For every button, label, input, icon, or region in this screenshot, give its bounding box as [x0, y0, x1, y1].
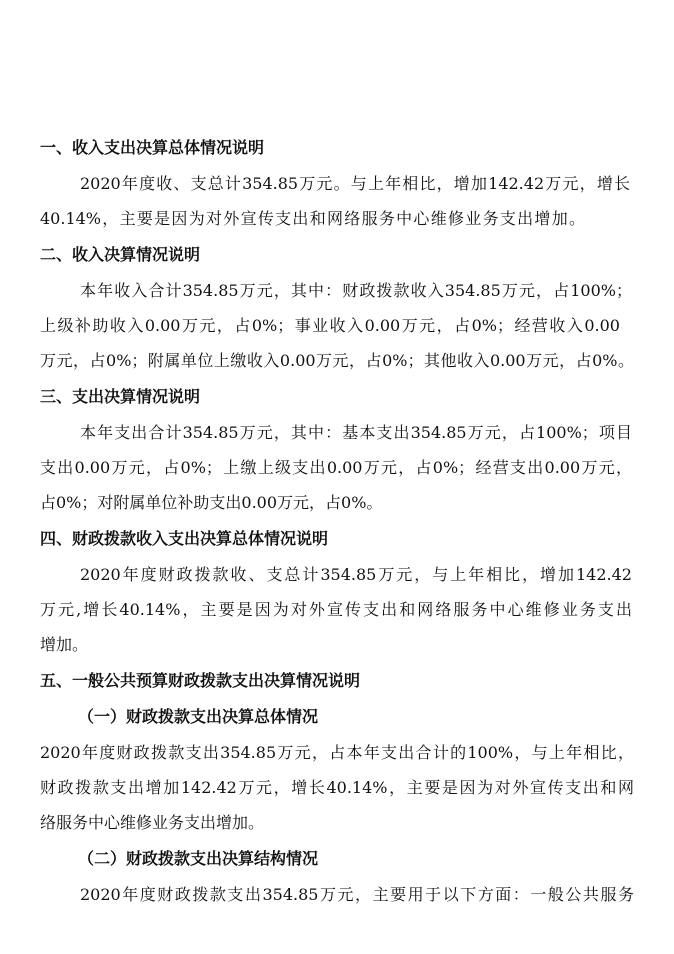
section-1-line-1: 2020年度收、支总计354.85万元。与上年相比，增加142.42万元，增长 [80, 174, 630, 193]
section-3-line-1: 本年支出合计354.85万元，其中：基本支出354.85万元，占100%；项目 [80, 423, 632, 442]
section-2-line-2: 上级补助收入0.00万元，占0%；事业收入0.00万元，占0%；经营收入0.00 [40, 316, 620, 335]
section-3-heading: 三、支出决算情况说明 [40, 387, 201, 406]
section-3-line-3: 占0%；对附属单位补助支出0.00万元，占0%。 [40, 493, 383, 512]
section-5-sub-2-heading: （二）财政拨款支出决算结构情况 [78, 849, 319, 868]
section-1-heading: 一、收入支出决算总体情况说明 [40, 138, 265, 157]
section-2-line-3: 万元，占0%；附属单位上缴收入0.00万元，占0%；其他收入0.00万元，占0%。 [40, 351, 634, 370]
section-4-line-1: 2020年度财政拨款收、支总计354.85万元，与上年相比，增加142.42 [80, 565, 632, 584]
section-5-sub-1-line-2: 财政拨款支出增加142.42万元，增长40.14%，主要是因为对外宣传支出和网 [40, 778, 634, 797]
section-5-sub-1-heading: （一）财政拨款支出决算总体情况 [78, 707, 319, 726]
section-5-heading: 五、一般公共预算财政拨款支出决算情况说明 [40, 671, 361, 690]
section-5-sub-1-line-3: 络服务中心维修业务支出增加。 [40, 813, 265, 832]
section-3-line-2: 支出0.00万元，占0%；上缴上级支出0.00万元，占0%；经营支出0.00万元， [40, 458, 632, 477]
section-5-sub-2-line-1: 2020年度财政拨款支出354.85万元，主要用于以下方面：一般公共服务 [80, 885, 634, 904]
section-2-line-1: 本年收入合计354.85万元，其中：财政拨款收入354.85万元，占100%； [80, 281, 632, 300]
section-2-heading: 二、收入决算情况说明 [40, 245, 201, 264]
section-1-line-2: 40.14%，主要是因为对外宣传支出和网络服务中心维修业务支出增加。 [40, 209, 585, 228]
section-5-sub-1-line-1: 2020年度财政拨款支出354.85万元，占本年支出合计的100%，与上年相比， [40, 743, 634, 762]
section-4-line-2: 万元,增长40.14%，主要是因为对外宣传支出和网络服务中心维修业务支出 [40, 600, 632, 619]
section-4-line-3: 增加。 [40, 635, 89, 654]
section-4-heading: 四、财政拨款收入支出决算总体情况说明 [40, 529, 329, 548]
